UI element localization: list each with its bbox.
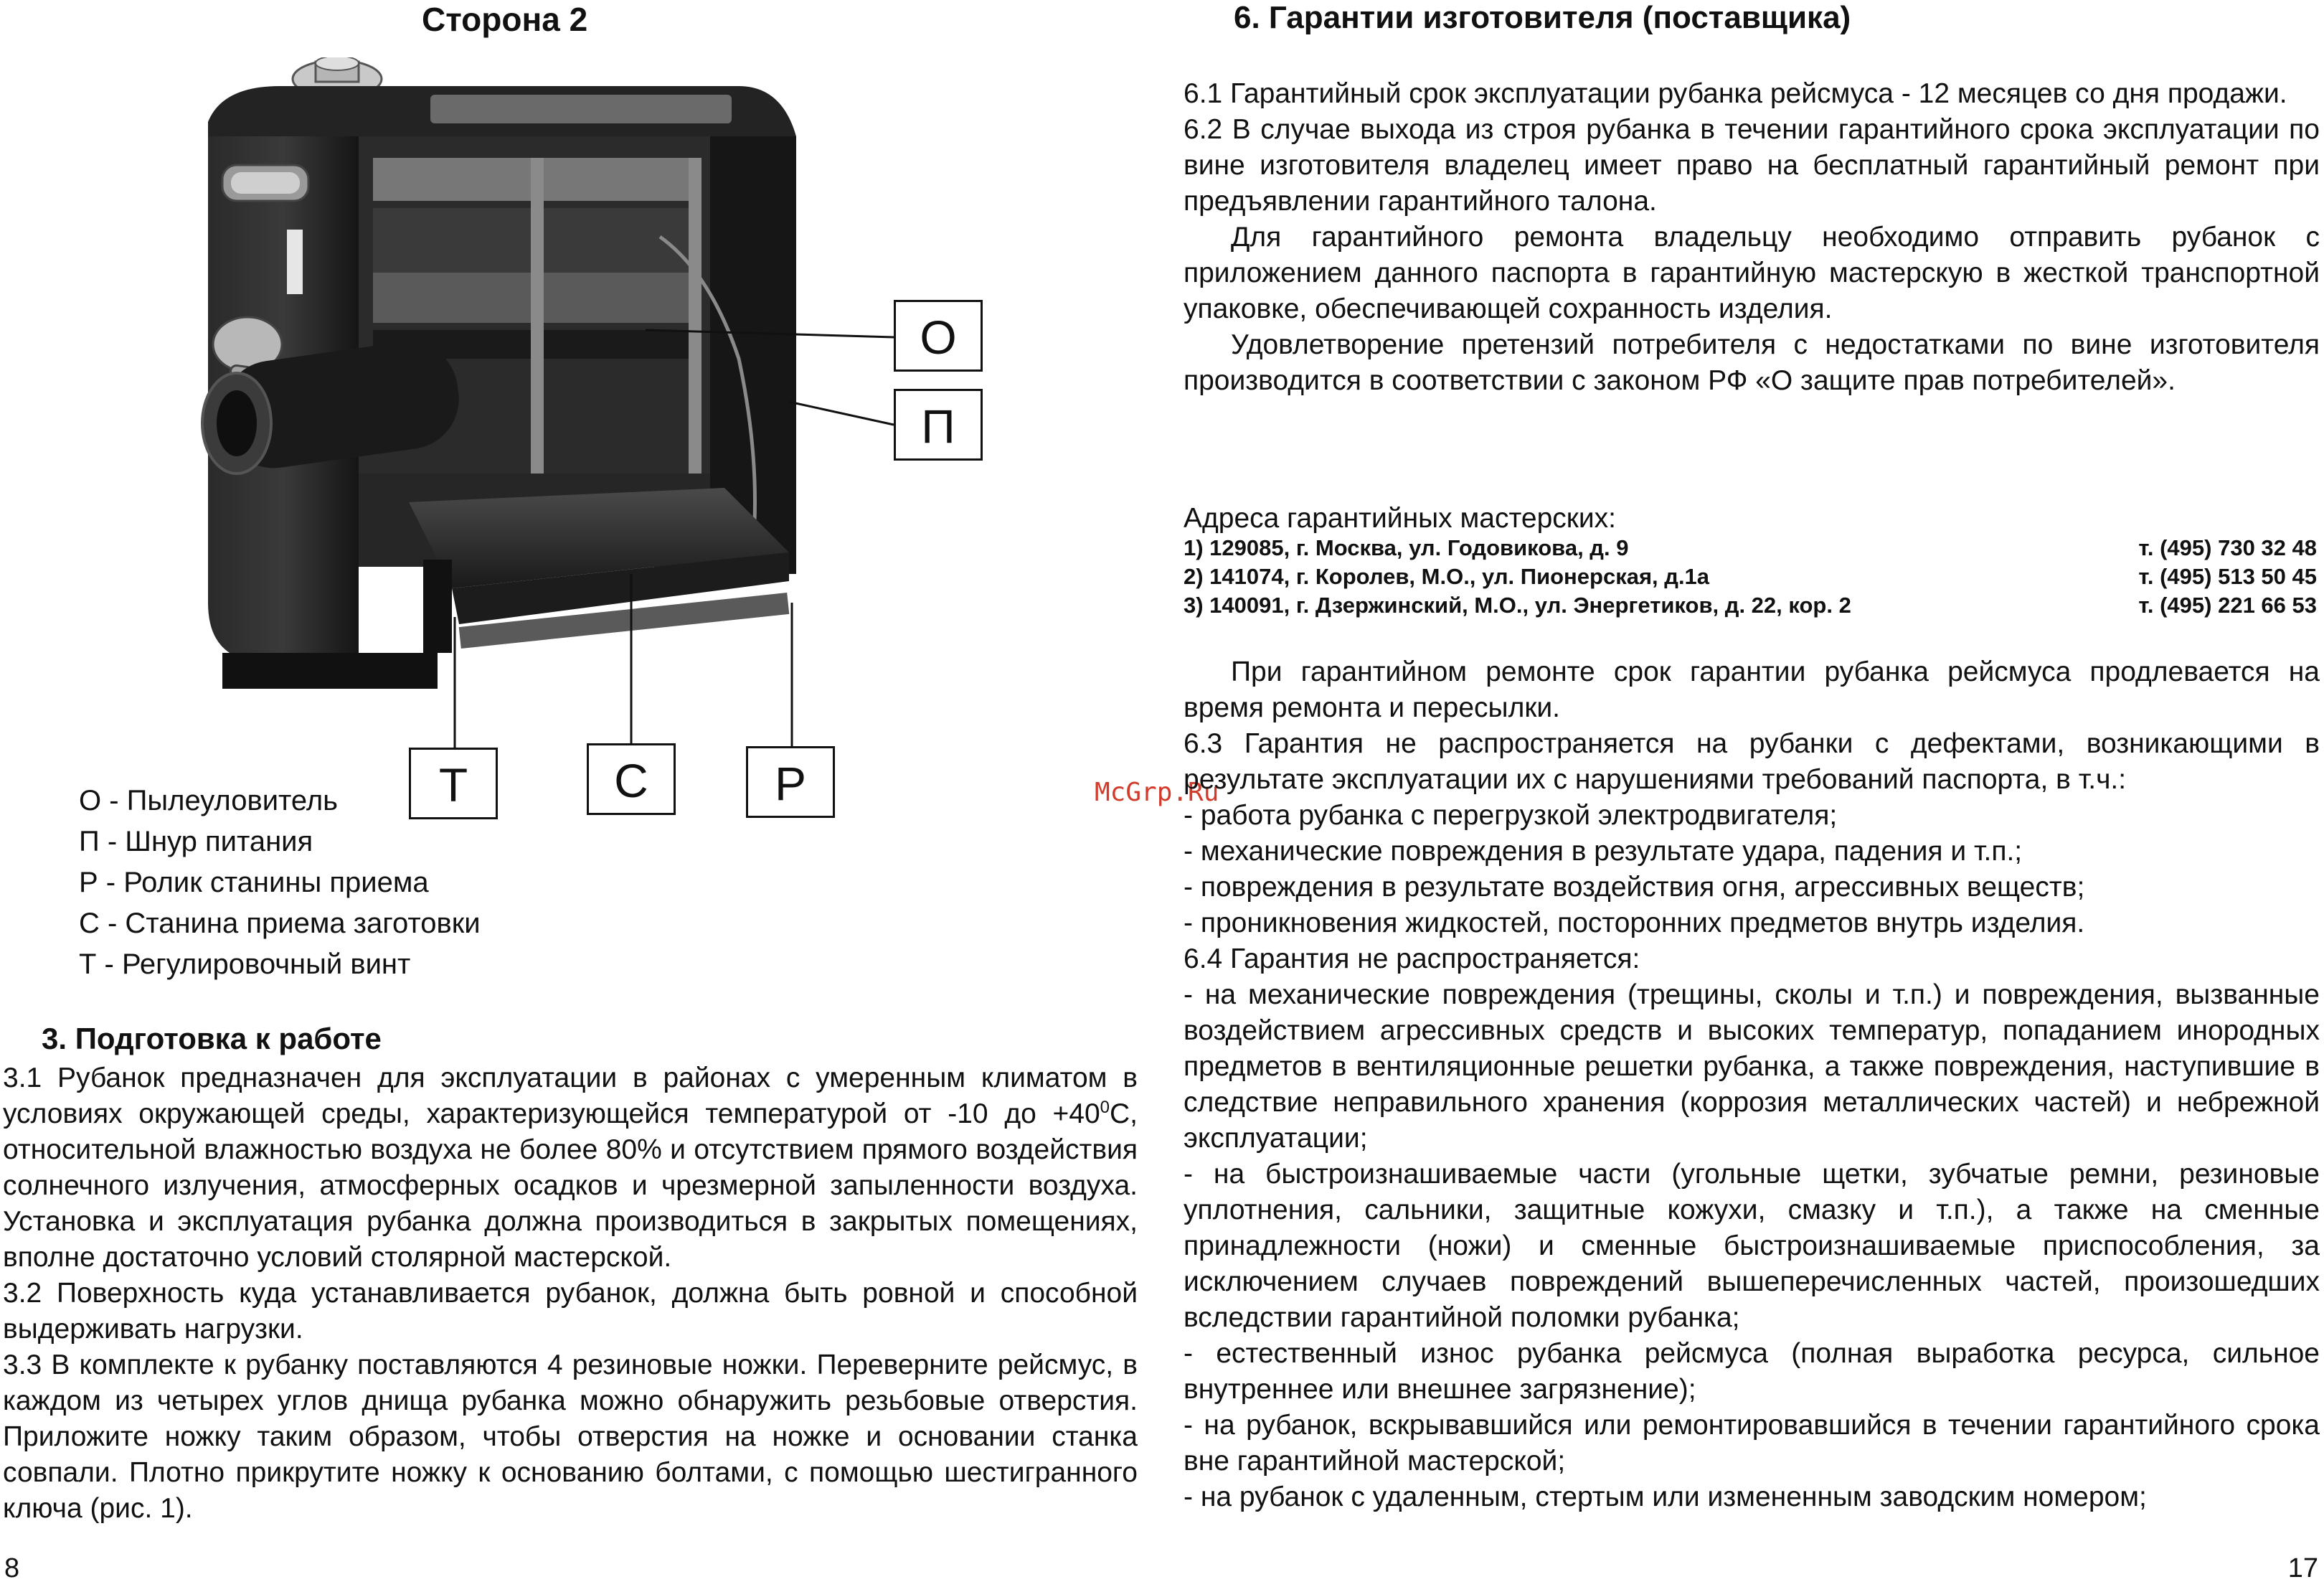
paragraph-6-4-title: 6.4 Гарантия не распространяется: bbox=[1184, 943, 1640, 974]
label-r: Р bbox=[746, 746, 835, 818]
address-phone: т. (495) 730 32 48 bbox=[2138, 535, 2317, 560]
callout-line-o bbox=[646, 330, 894, 337]
address-row bbox=[1184, 593, 2317, 621]
address-phone: т. (495) 221 66 53 bbox=[2138, 593, 2317, 618]
degree-superscript: 0 bbox=[1100, 1098, 1110, 1117]
legend-item: О - Пылеуловитель bbox=[79, 785, 339, 816]
address-row bbox=[1184, 564, 2317, 593]
legend-item: С - Станина приема заготовки bbox=[79, 908, 481, 939]
address-text: 1) 129085, г. Москва, ул. Годовикова, д. 9 bbox=[1184, 535, 1629, 560]
watermark: McGrp.Ru bbox=[1095, 778, 1219, 807]
paragraph-extension: При гарантийном ремонте срок гарантии рубанка рейсмуса продлевается на время ремонта и пересылки. bbox=[1184, 656, 2320, 723]
parts-legend bbox=[79, 781, 481, 985]
label-p: П bbox=[894, 389, 983, 461]
address-row bbox=[1184, 535, 2317, 564]
legend-item: П - Шнур питания bbox=[79, 826, 313, 857]
right-page-title: 6. Гарантии изготовителя (поставщика) bbox=[1234, 0, 1851, 35]
legend-item: Т - Регулировочный винт bbox=[79, 948, 411, 980]
address-text: 3) 140091, г. Дзержинский, М.О., ул. Энергетиков, д. 22, кор. 2 bbox=[1184, 593, 1851, 618]
list-item: - повреждения в результате воздействия огня, агрессивных веществ; bbox=[1184, 872, 2085, 903]
paragraph-6-3: 6.3 Гарантия не распространяется на рубанки с дефектами, возникающими в результате эксплуатации их с нарушениями требований паспорта, в т.ч.: bbox=[1184, 728, 2320, 795]
address-phone: т. (495) 513 50 45 bbox=[2138, 564, 2317, 589]
paragraph-6-2: 6.2 В случае выхода из строя рубанка в течении гарантийного срока эксплуатации по вине изготовителя владелец имеет право на бесплатный гарантийный ремонт при предъявлении гарантийного талона. bbox=[1184, 114, 2320, 217]
addresses-list bbox=[1184, 535, 2317, 624]
label-t: Т bbox=[409, 748, 498, 819]
left-page-number: 8 bbox=[4, 1553, 20, 1583]
paragraph-3-3: 3.3 В комплекте к рубанку поставляются 4 резиновые ножки. Переверните рейсмус, в каждом из четырех углов днища рубанка можно обнаружить резьбовые отверстия. Приложите ножку таким образом, чтобы отверстия на ножке и основании станка совпали. Плотно прикрутите ножку к основанию болтами, с помощью шестигранного ключа (рис. 1). bbox=[3, 1350, 1138, 1524]
list-item: - на рубанок с удаленным, стертым или измененным заводским номером; bbox=[1184, 1482, 2147, 1512]
list-item: - на рубанок, вскрывавшийся или ремонтировавшийся в течении гарантийного срока вне гарантийной мастерской; bbox=[1184, 1410, 2320, 1477]
section-6-warranty-body bbox=[1184, 654, 2320, 1515]
callout-lines bbox=[0, 0, 1004, 832]
left-page-title: Сторона 2 bbox=[422, 1, 588, 38]
right-page-number: 17 bbox=[2287, 1553, 2318, 1583]
section-6-body bbox=[1184, 76, 2320, 399]
list-item: - проникновения жидкостей, посторонних предметов внутрь изделия. bbox=[1184, 908, 2085, 938]
list-item: - естественный износ рубанка рейсмуса (полная выработка ресурса, сильное внутреннее или внешнее загрязнение); bbox=[1184, 1338, 2320, 1405]
label-s: С bbox=[587, 743, 676, 815]
list-item: - механические повреждения в результате удара, падения и т.п.; bbox=[1184, 836, 2023, 867]
paragraph-6-2b: Для гарантийного ремонта владельцу необходимо отправить рубанок с приложением данного паспорта в гарантийную мастерскую в жесткой транспортной упаковке, обеспечивающей сохранность изделия. bbox=[1184, 222, 2320, 324]
paragraph-6-1: 6.1 Гарантийный срок эксплуатации рубанка рейсмуса - 12 месяцев со дня продажи. bbox=[1184, 78, 2287, 109]
paragraph-3-1: 3.1 Рубанок предназначен для эксплуатации в районах с умеренным климатом в условиях окружающей среды, характеризующейся температурой от -10 до $+40^0С$, относительной влажностью воздуха не более 80% и отсутствием прямого воздействия солнечного излучения, атмосферных осадков и чрезмерной запыленности воздуха. Установка и эксплуатация рубанка должна производиться в закрытых помещениях, вполне достаточно условий столярной мастерской. bbox=[3, 1063, 1138, 1273]
section-3-title: 3. Подготовка к работе bbox=[42, 1022, 382, 1055]
section-3-body bbox=[3, 1060, 1138, 1527]
paragraph-6-2c: Удовлетворение претензий потребителя с недостатками по вине изготовителя производится в соответствии с законом РФ «О защите прав потребителей». bbox=[1184, 329, 2320, 396]
paragraph-3-2: 3.2 Поверхность куда устанавливается рубанок, должна быть ровной и способной выдерживать нагрузки. bbox=[3, 1278, 1138, 1345]
list-item: - на механические повреждения (трещины, сколы и т.п.) и повреждения, вызванные воздействием агрессивных средств и высоких температур, попаданием инородных предметов в вентиляционные решетки рубанка, а также повреждения, наступившие в следствие неправильного хранения (коррозия металлических частей) и небрежной эксплуатации; bbox=[1184, 979, 2320, 1154]
address-text: 2) 141074, г. Королев, М.О., ул. Пионерская, д.1а bbox=[1184, 564, 1710, 589]
label-o: О bbox=[894, 300, 983, 372]
list-item: - работа рубанка с перегрузкой электродвигателя; bbox=[1184, 800, 1838, 831]
list-item: - на быстроизнашиваемые части (угольные щетки, зубчатые ремни, резиновые уплотнения, сальники, защитные кожухи, смазку и т.п.), а также на сменные принадлежности (ножи) и сменные быстроизнашиваемые приспособления, за исключением случаев повреждений вышеперечисленных частей, произошедших вследствии гарантийной поломки рубанка; bbox=[1184, 1159, 2320, 1333]
legend-item: Р - Ролик станины приема bbox=[79, 867, 429, 898]
callout-line-p bbox=[789, 402, 894, 425]
addresses-title: Адреса гарантийных мастерских: bbox=[1184, 503, 1616, 534]
